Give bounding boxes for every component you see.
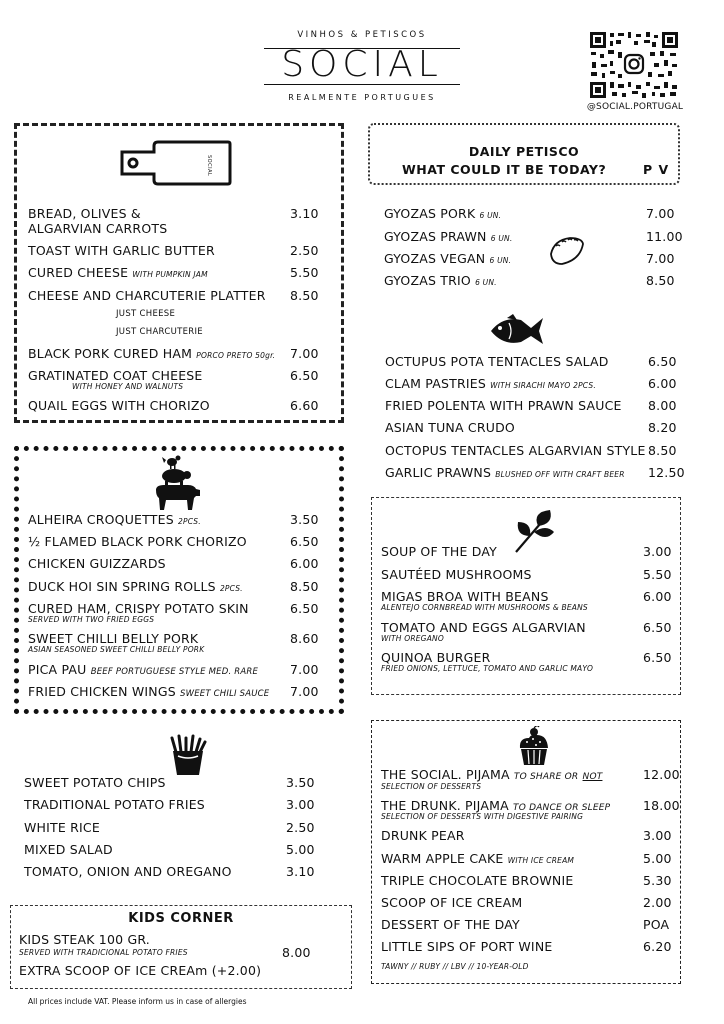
kids-item-subnote: SERVED WITH TRADICIONAL POTATO FRIES <box>19 948 188 957</box>
farm-animals-icon <box>152 454 202 516</box>
item-subnote: FRIED ONIONS, LETTUCE, TOMATO AND GARLIC MAYO <box>381 664 594 673</box>
board-brand-text: SOCIAL <box>206 155 212 177</box>
item-subnote: SELECTION OF DESSERTS <box>381 782 482 791</box>
item-subnote: WITH HONEY AND WALNUTS <box>72 382 184 391</box>
option-just-cheese: JUST CHEESE <box>116 309 176 319</box>
daily-petisco-pv: P V <box>643 162 670 177</box>
daily-petisco-question: WHAT COULD IT BE TODAY? <box>402 162 607 177</box>
daily-petisco-title: DAILY PETISCO <box>468 144 580 159</box>
item-subnote: ASIAN SEASONED SWEET CHILLI BELLY PORK <box>28 645 205 654</box>
instagram-handle[interactable]: @SOCIAL.PORTUGAL <box>586 102 684 112</box>
leaf-icon <box>512 508 556 558</box>
fries-icon <box>168 734 208 780</box>
vat-note: All prices include VAT. Please inform us in case of allergies <box>28 997 247 1006</box>
brand-title: SOCIAL <box>281 44 443 85</box>
qr-code[interactable] <box>588 30 680 100</box>
item-subnote: WITH OREGANO <box>381 634 444 643</box>
cupcake-icon <box>517 726 551 770</box>
item-subnote: SELECTION OF DESSERTS WITH DIGESTIVE PAIRING <box>381 812 584 821</box>
tagline-bottom: REALMENTE PORTUGUES <box>288 93 436 102</box>
item-subnote: SERVED WITH TWO FRIED EGGS <box>28 615 155 624</box>
item-subnote: ALENTEJO CORNBREAD WITH MUSHROOMS & BEANS <box>381 603 588 612</box>
cutting-board-icon <box>120 140 232 190</box>
port-wine-note: TAWNY // RUBY // LBV // 10-YEAR-OLD <box>381 962 529 971</box>
qr-code-graphic <box>588 30 680 100</box>
fish-icon <box>489 314 545 352</box>
dumpling-icon <box>548 234 586 270</box>
header-rule-bottom <box>264 84 460 85</box>
tagline-top: VINHOS & PETISCOS <box>297 30 427 40</box>
option-just-charcuterie: JUST CHARCUTERIE <box>116 327 203 337</box>
kids-corner-title: KIDS CORNER <box>128 911 234 926</box>
